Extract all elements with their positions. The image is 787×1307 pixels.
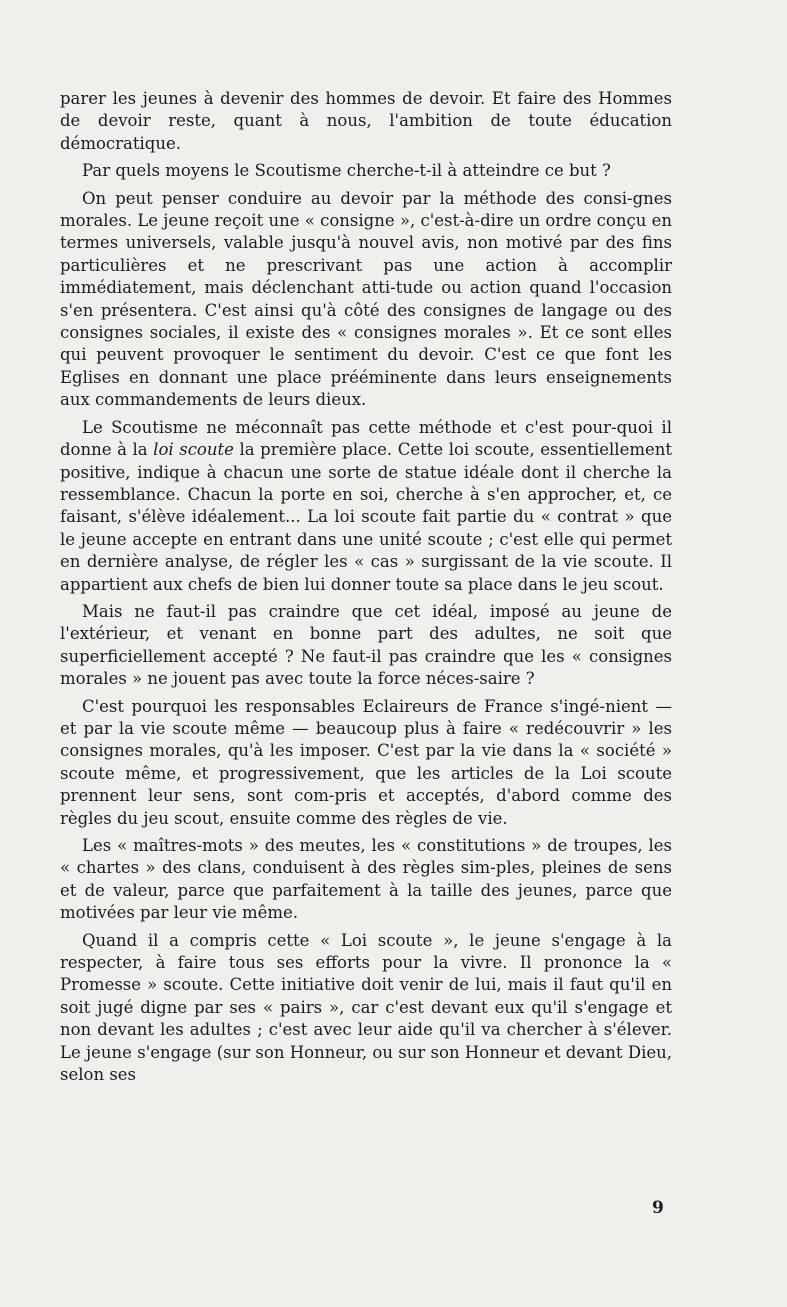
paragraph-6: C'est pourquoi les responsables Eclaireurs de France s'ingé-nient — et par la vie scoute même — beaucoup plus à faire « redécouvrir » les consignes morales, qu'à les imposer. C'est par la vie dans la « société » scoute même, et progressivement, que les articles de la Loi scoute prennent leur sens, sont com-pris et acceptés, d'abord comme des règles du jeu scout, ensuite comme des règles de vie. — [60, 696, 672, 828]
paragraph-5: Mais ne faut-il pas craindre que cet idéal, imposé au jeune de l'extérieur, et venant en bonne part des adultes, ne soit que superficiellement accepté ? Ne faut-il pas craindre que les « consignes morales » ne jouent pas avec toute la force néces-saire ? — [60, 601, 672, 689]
page-number: 9 — [652, 1198, 664, 1218]
paragraph-1: parer les jeunes à devenir des hommes de devoir. Et faire des Hommes de devoir reste, quant à nous, l'ambition de toute éducation démocratique. — [60, 89, 672, 153]
paragraph-4 — [60, 417, 672, 596]
paragraph-3: On peut penser conduire au devoir par la méthode des consi-gnes morales. Le jeune reçoit une « consigne », c'est-à-dire un ordre conçu en termes universels, valable jusqu'à nouvel avis, non motivé par des fins particulières et ne prescrivant pas une action à accomplir immédiatement, mais déclenchant atti-tude ou action quand l'occasion s'en présentera. C'est ainsi qu'à côté des consignes de langage ou des consignes sociales, il existe des « consignes morales ». Et ce sont elles qui peuvent provoquer le sentiment du devoir. C'est ce que font les Eglises en donnant une place prééminente dans leurs enseignements aux commandements de leurs dieux. — [60, 188, 672, 410]
paragraph-4-before: Le Scoutisme ne méconnaît pas cette méthode et c'est pour-quoi il donne à la — [60, 417, 672, 460]
paragraph-4-after: la première place. Cette loi scoute, essentiellement positive, indique à chacun une sorte de statue idéale dont il cherche la ressemblance. Chacun la porte en soi, cherche à s'en approcher, et, ce faisant, s'élève idéalement... La loi scoute fait partie du « contrat » que le jeune accepte en entrant dans une unité scoute ; c'est elle qui permet en dernière analyse, de régler les « cas » surgissant de la vie scoute. Il appartient aux chefs de bien lui donner toute sa place dans le jeu scout. — [60, 440, 673, 594]
paragraph-2: Par quels moyens le Scoutisme cherche-t-il à atteindre ce but ? — [82, 161, 611, 181]
paragraph-7: Les « maîtres-mots » des meutes, les « constitutions » de troupes, les « chartes » des clans, conduisent à des règles sim-ples, pleines de sens et de valeur, parce que parfaitement à la taille des jeunes, parce que motivées par leur vie même. — [60, 836, 672, 923]
loi-scoute-emphasis: loi scoute — [153, 440, 234, 460]
paragraph-8: Quand il a compris cette « Loi scoute », le jeune s'engage à la respecter, à faire tous ses efforts pour la vivre. Il prononce la « Promesse » scoute. Cette initiative doit venir de lui, mais il faut qu'il en soit jugé digne par ses « pairs », car c'est devant eux qu'il s'engage et non devant les adultes ; c'est avec leur aide qu'il va chercher à s'élever. Le jeune s'engage (sur son Honneur, ou sur son Honneur et devant Dieu, selon ses — [60, 930, 672, 1085]
body-text — [60, 88, 672, 1091]
